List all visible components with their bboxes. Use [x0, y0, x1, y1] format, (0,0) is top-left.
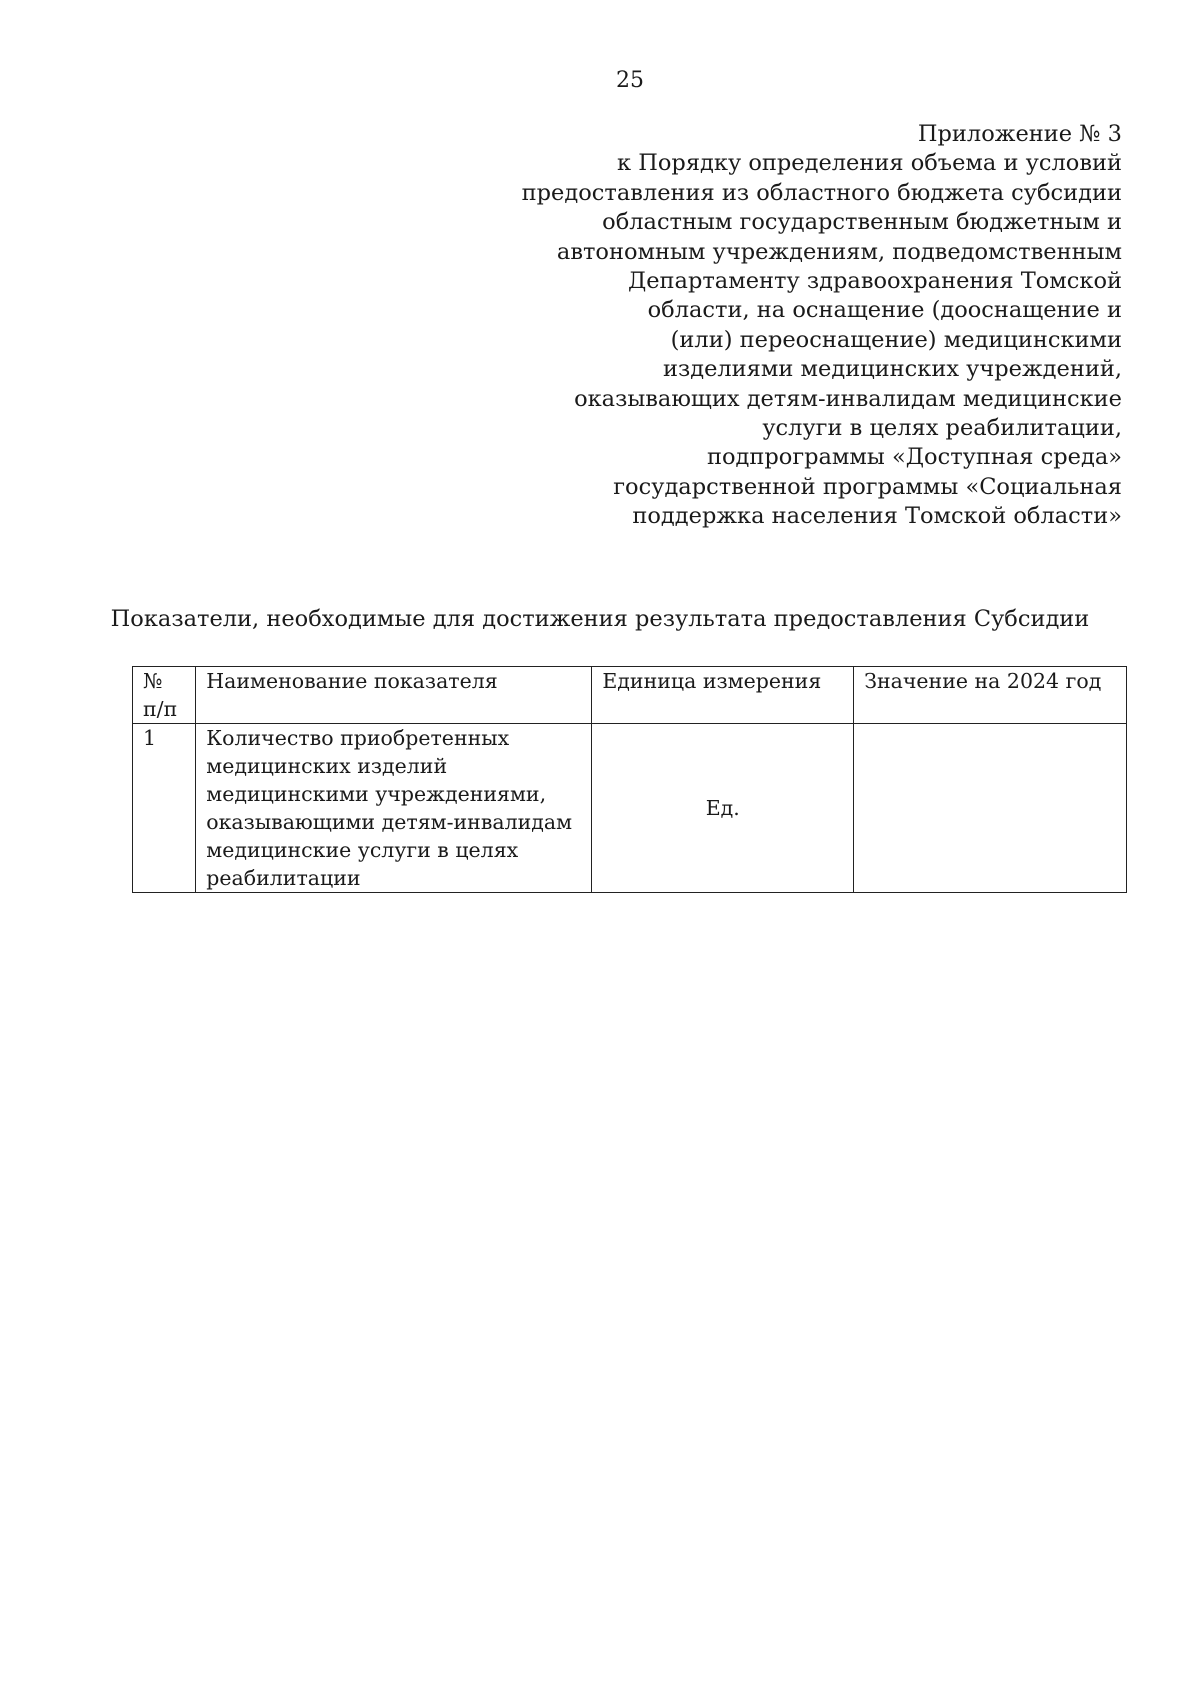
cell-name: Количество приобретенных медицинских изделий медицинскими учреждениями, оказывающими детям-инвалидам медицинские услуги в целях реабилитации	[196, 724, 592, 893]
header-value: Значение на 2024 год	[854, 667, 1127, 724]
appendix-line: области, на оснащение (дооснащение и	[647, 297, 1122, 324]
appendix-line: Департаменту здравоохранения Томской	[627, 268, 1122, 295]
table-row	[133, 724, 1127, 893]
page-number: 25	[616, 68, 644, 93]
appendix-line: автономным учреждениям, подведомственным	[556, 238, 1122, 265]
appendix-line: оказывающих детям-инвалидам медицинские	[574, 385, 1122, 412]
appendix-line: государственной программы «Социальная	[613, 473, 1122, 500]
appendix-line: (или) переоснащение) медицинскими	[670, 326, 1122, 353]
header-unit: Единица измерения	[592, 667, 854, 724]
appendix-line: Приложение № 3	[917, 121, 1122, 147]
header-number: № п/п	[133, 667, 196, 724]
appendix-line: к Порядку определения объема и условий	[617, 150, 1122, 177]
cell-value	[854, 724, 1127, 893]
table-title: Показатели, необходимые для достижения результата предоставления Субсидии	[110, 606, 1090, 632]
appendix-heading	[502, 120, 1122, 532]
appendix-line: подпрограммы «Доступная среда»	[706, 444, 1122, 471]
table-header-row	[133, 667, 1127, 724]
appendix-line: областным государственным бюджетным и	[602, 209, 1122, 236]
appendix-line: поддержка населения Томской области»	[632, 503, 1122, 530]
cell-number: 1	[133, 724, 196, 893]
header-name: Наименование показателя	[196, 667, 592, 724]
cell-unit: Ед.	[592, 724, 854, 893]
appendix-line: изделиями медицинских учреждений,	[662, 356, 1122, 383]
appendix-line: предоставления из областного бюджета субсидии	[521, 179, 1122, 206]
appendix-line: услуги в целях реабилитации,	[762, 415, 1122, 442]
indicators-table	[132, 666, 1127, 893]
